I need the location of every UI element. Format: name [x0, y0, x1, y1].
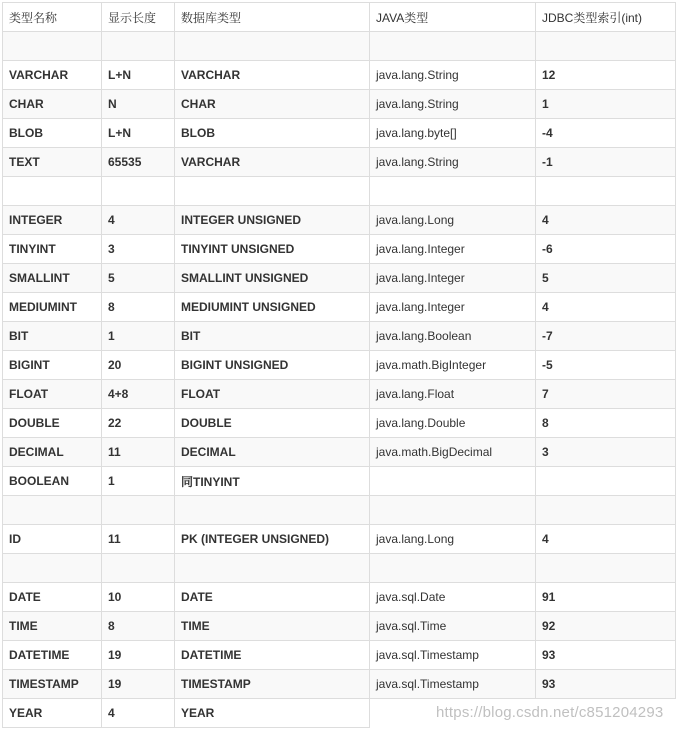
table-header-row — [3, 3, 676, 32]
cell-jdbc-index: 93 — [536, 641, 676, 670]
cell-type-name: TIME — [3, 612, 102, 641]
table-row — [3, 641, 676, 670]
cell-database-type — [175, 554, 370, 583]
header-database-type: 数据库类型 — [175, 3, 370, 32]
table-row — [3, 351, 676, 380]
cell-database-type: MEDIUMINT UNSIGNED — [175, 293, 370, 322]
table-row — [3, 409, 676, 438]
cell-jdbc-index: 8 — [536, 409, 676, 438]
cell-jdbc-index: 4 — [536, 293, 676, 322]
cell-database-type — [175, 496, 370, 525]
cell-type-name: TIMESTAMP — [3, 670, 102, 699]
cell-database-type: BIT — [175, 322, 370, 351]
cell-java-type: java.math.BigDecimal — [370, 438, 536, 467]
cell-database-type: PK (INTEGER UNSIGNED) — [175, 525, 370, 554]
cell-display-length — [102, 32, 175, 61]
cell-jdbc-index: 5 — [536, 264, 676, 293]
cell-java-type: java.lang.Long — [370, 525, 536, 554]
header-type-name: 类型名称 — [3, 3, 102, 32]
cell-jdbc-index — [536, 32, 676, 61]
cell-display-length: 3 — [102, 235, 175, 264]
cell-java-type: java.sql.Date — [370, 583, 536, 612]
cell-jdbc-index: 12 — [536, 61, 676, 90]
cell-database-type: DATE — [175, 583, 370, 612]
cell-java-type — [370, 177, 536, 206]
cell-jdbc-index: -7 — [536, 322, 676, 351]
cell-display-length: 65535 — [102, 148, 175, 177]
cell-database-type: FLOAT — [175, 380, 370, 409]
cell-type-name: BOOLEAN — [3, 467, 102, 496]
cell-java-type: java.lang.Integer — [370, 264, 536, 293]
table-separator-row — [3, 496, 676, 525]
cell-jdbc-index: 93 — [536, 670, 676, 699]
cell-java-type: java.lang.Integer — [370, 235, 536, 264]
type-mapping-table — [2, 2, 676, 728]
table-body — [3, 3, 676, 728]
cell-type-name: BIGINT — [3, 351, 102, 380]
table-row — [3, 525, 676, 554]
table-row — [3, 61, 676, 90]
cell-display-length — [102, 177, 175, 206]
cell-database-type: SMALLINT UNSIGNED — [175, 264, 370, 293]
cell-java-type — [370, 554, 536, 583]
table-row — [3, 90, 676, 119]
cell-display-length: 10 — [102, 583, 175, 612]
cell-java-type: java.lang.String — [370, 148, 536, 177]
table-row — [3, 380, 676, 409]
cell-type-name: YEAR — [3, 699, 102, 728]
cell-type-name — [3, 32, 102, 61]
cell-java-type: java.lang.Integer — [370, 293, 536, 322]
cell-display-length: 22 — [102, 409, 175, 438]
cell-jdbc-index — [536, 554, 676, 583]
table-row — [3, 583, 676, 612]
cell-type-name: BLOB — [3, 119, 102, 148]
header-display-length: 显示长度 — [102, 3, 175, 32]
cell-java-type — [370, 467, 536, 496]
cell-type-name: VARCHAR — [3, 61, 102, 90]
cell-jdbc-index: -1 — [536, 148, 676, 177]
cell-type-name: DATE — [3, 583, 102, 612]
cell-java-type: java.sql.Timestamp — [370, 641, 536, 670]
table-row — [3, 264, 676, 293]
cell-type-name: DOUBLE — [3, 409, 102, 438]
header-java-type: JAVA类型 — [370, 3, 536, 32]
cell-java-type: java.lang.Float — [370, 380, 536, 409]
cell-type-name: INTEGER — [3, 206, 102, 235]
table-row — [3, 293, 676, 322]
cell-database-type: YEAR — [175, 699, 370, 728]
cell-display-length: L+N — [102, 119, 175, 148]
cell-database-type: DOUBLE — [175, 409, 370, 438]
cell-database-type: INTEGER UNSIGNED — [175, 206, 370, 235]
table-row — [3, 235, 676, 264]
cell-display-length: 11 — [102, 438, 175, 467]
cell-display-length: 19 — [102, 670, 175, 699]
table-separator-row — [3, 177, 676, 206]
header-jdbc-type-index: JDBC类型索引(int) — [536, 3, 676, 32]
cell-type-name: ID — [3, 525, 102, 554]
cell-jdbc-index: -4 — [536, 119, 676, 148]
table-row — [3, 438, 676, 467]
cell-database-type: VARCHAR — [175, 61, 370, 90]
cell-type-name: CHAR — [3, 90, 102, 119]
cell-java-type: java.lang.Long — [370, 206, 536, 235]
cell-jdbc-index: -5 — [536, 351, 676, 380]
cell-database-type: BLOB — [175, 119, 370, 148]
table-row — [3, 119, 676, 148]
cell-database-type: VARCHAR — [175, 148, 370, 177]
table-row — [3, 670, 676, 699]
cell-database-type: DATETIME — [175, 641, 370, 670]
cell-jdbc-index — [536, 496, 676, 525]
cell-type-name — [3, 496, 102, 525]
cell-type-name: TEXT — [3, 148, 102, 177]
cell-jdbc-index: 3 — [536, 438, 676, 467]
table-separator-row — [3, 554, 676, 583]
cell-type-name — [3, 554, 102, 583]
cell-jdbc-index: 91 — [536, 583, 676, 612]
cell-java-type: java.lang.String — [370, 90, 536, 119]
cell-display-length: 20 — [102, 351, 175, 380]
type-mapping-table-wrapper — [2, 2, 676, 728]
cell-jdbc-index: 4 — [536, 206, 676, 235]
cell-display-length: 1 — [102, 467, 175, 496]
cell-type-name: BIT — [3, 322, 102, 351]
cell-type-name: SMALLINT — [3, 264, 102, 293]
table-row — [3, 612, 676, 641]
table-separator-row — [3, 32, 676, 61]
cell-java-type: java.math.BigInteger — [370, 351, 536, 380]
cell-java-type: java.lang.byte[] — [370, 119, 536, 148]
cell-type-name: MEDIUMINT — [3, 293, 102, 322]
cell-database-type — [175, 32, 370, 61]
cell-jdbc-index: -6 — [536, 235, 676, 264]
cell-display-length: 8 — [102, 293, 175, 322]
cell-database-type: CHAR — [175, 90, 370, 119]
cell-database-type: BIGINT UNSIGNED — [175, 351, 370, 380]
cell-display-length: N — [102, 90, 175, 119]
cell-display-length: 5 — [102, 264, 175, 293]
cell-java-type: java.sql.Timestamp — [370, 670, 536, 699]
cell-display-length — [102, 496, 175, 525]
cell-type-name: TINYINT — [3, 235, 102, 264]
cell-database-type: DECIMAL — [175, 438, 370, 467]
cell-type-name: DECIMAL — [3, 438, 102, 467]
cell-display-length: 4 — [102, 699, 175, 728]
cell-java-type — [370, 496, 536, 525]
cell-display-length: L+N — [102, 61, 175, 90]
cell-display-length: 8 — [102, 612, 175, 641]
cell-display-length: 19 — [102, 641, 175, 670]
cell-java-type: java.sql.Time — [370, 612, 536, 641]
cell-jdbc-index — [536, 467, 676, 496]
cell-jdbc-index: 92 — [536, 612, 676, 641]
table-row — [3, 206, 676, 235]
cell-java-type: java.lang.Boolean — [370, 322, 536, 351]
table-row — [3, 322, 676, 351]
cell-type-name: FLOAT — [3, 380, 102, 409]
cell-database-type: TIMESTAMP — [175, 670, 370, 699]
cell-display-length: 11 — [102, 525, 175, 554]
cell-java-type: java.lang.Double — [370, 409, 536, 438]
cell-jdbc-index: 4 — [536, 525, 676, 554]
cell-type-name — [3, 177, 102, 206]
cell-jdbc-index: 1 — [536, 90, 676, 119]
cell-display-length: 4 — [102, 206, 175, 235]
cell-java-type — [370, 32, 536, 61]
watermark-text: https://blog.csdn.net/c851204293 — [436, 704, 664, 721]
cell-database-type: TINYINT UNSIGNED — [175, 235, 370, 264]
cell-database-type: 同TINYINT — [175, 467, 370, 496]
cell-jdbc-index — [536, 177, 676, 206]
cell-database-type — [175, 177, 370, 206]
cell-database-type: TIME — [175, 612, 370, 641]
cell-display-length: 4+8 — [102, 380, 175, 409]
cell-display-length: 1 — [102, 322, 175, 351]
cell-java-type: java.lang.String — [370, 61, 536, 90]
table-row — [3, 467, 676, 496]
cell-jdbc-index: 7 — [536, 380, 676, 409]
table-row — [3, 148, 676, 177]
cell-display-length — [102, 554, 175, 583]
cell-type-name: DATETIME — [3, 641, 102, 670]
